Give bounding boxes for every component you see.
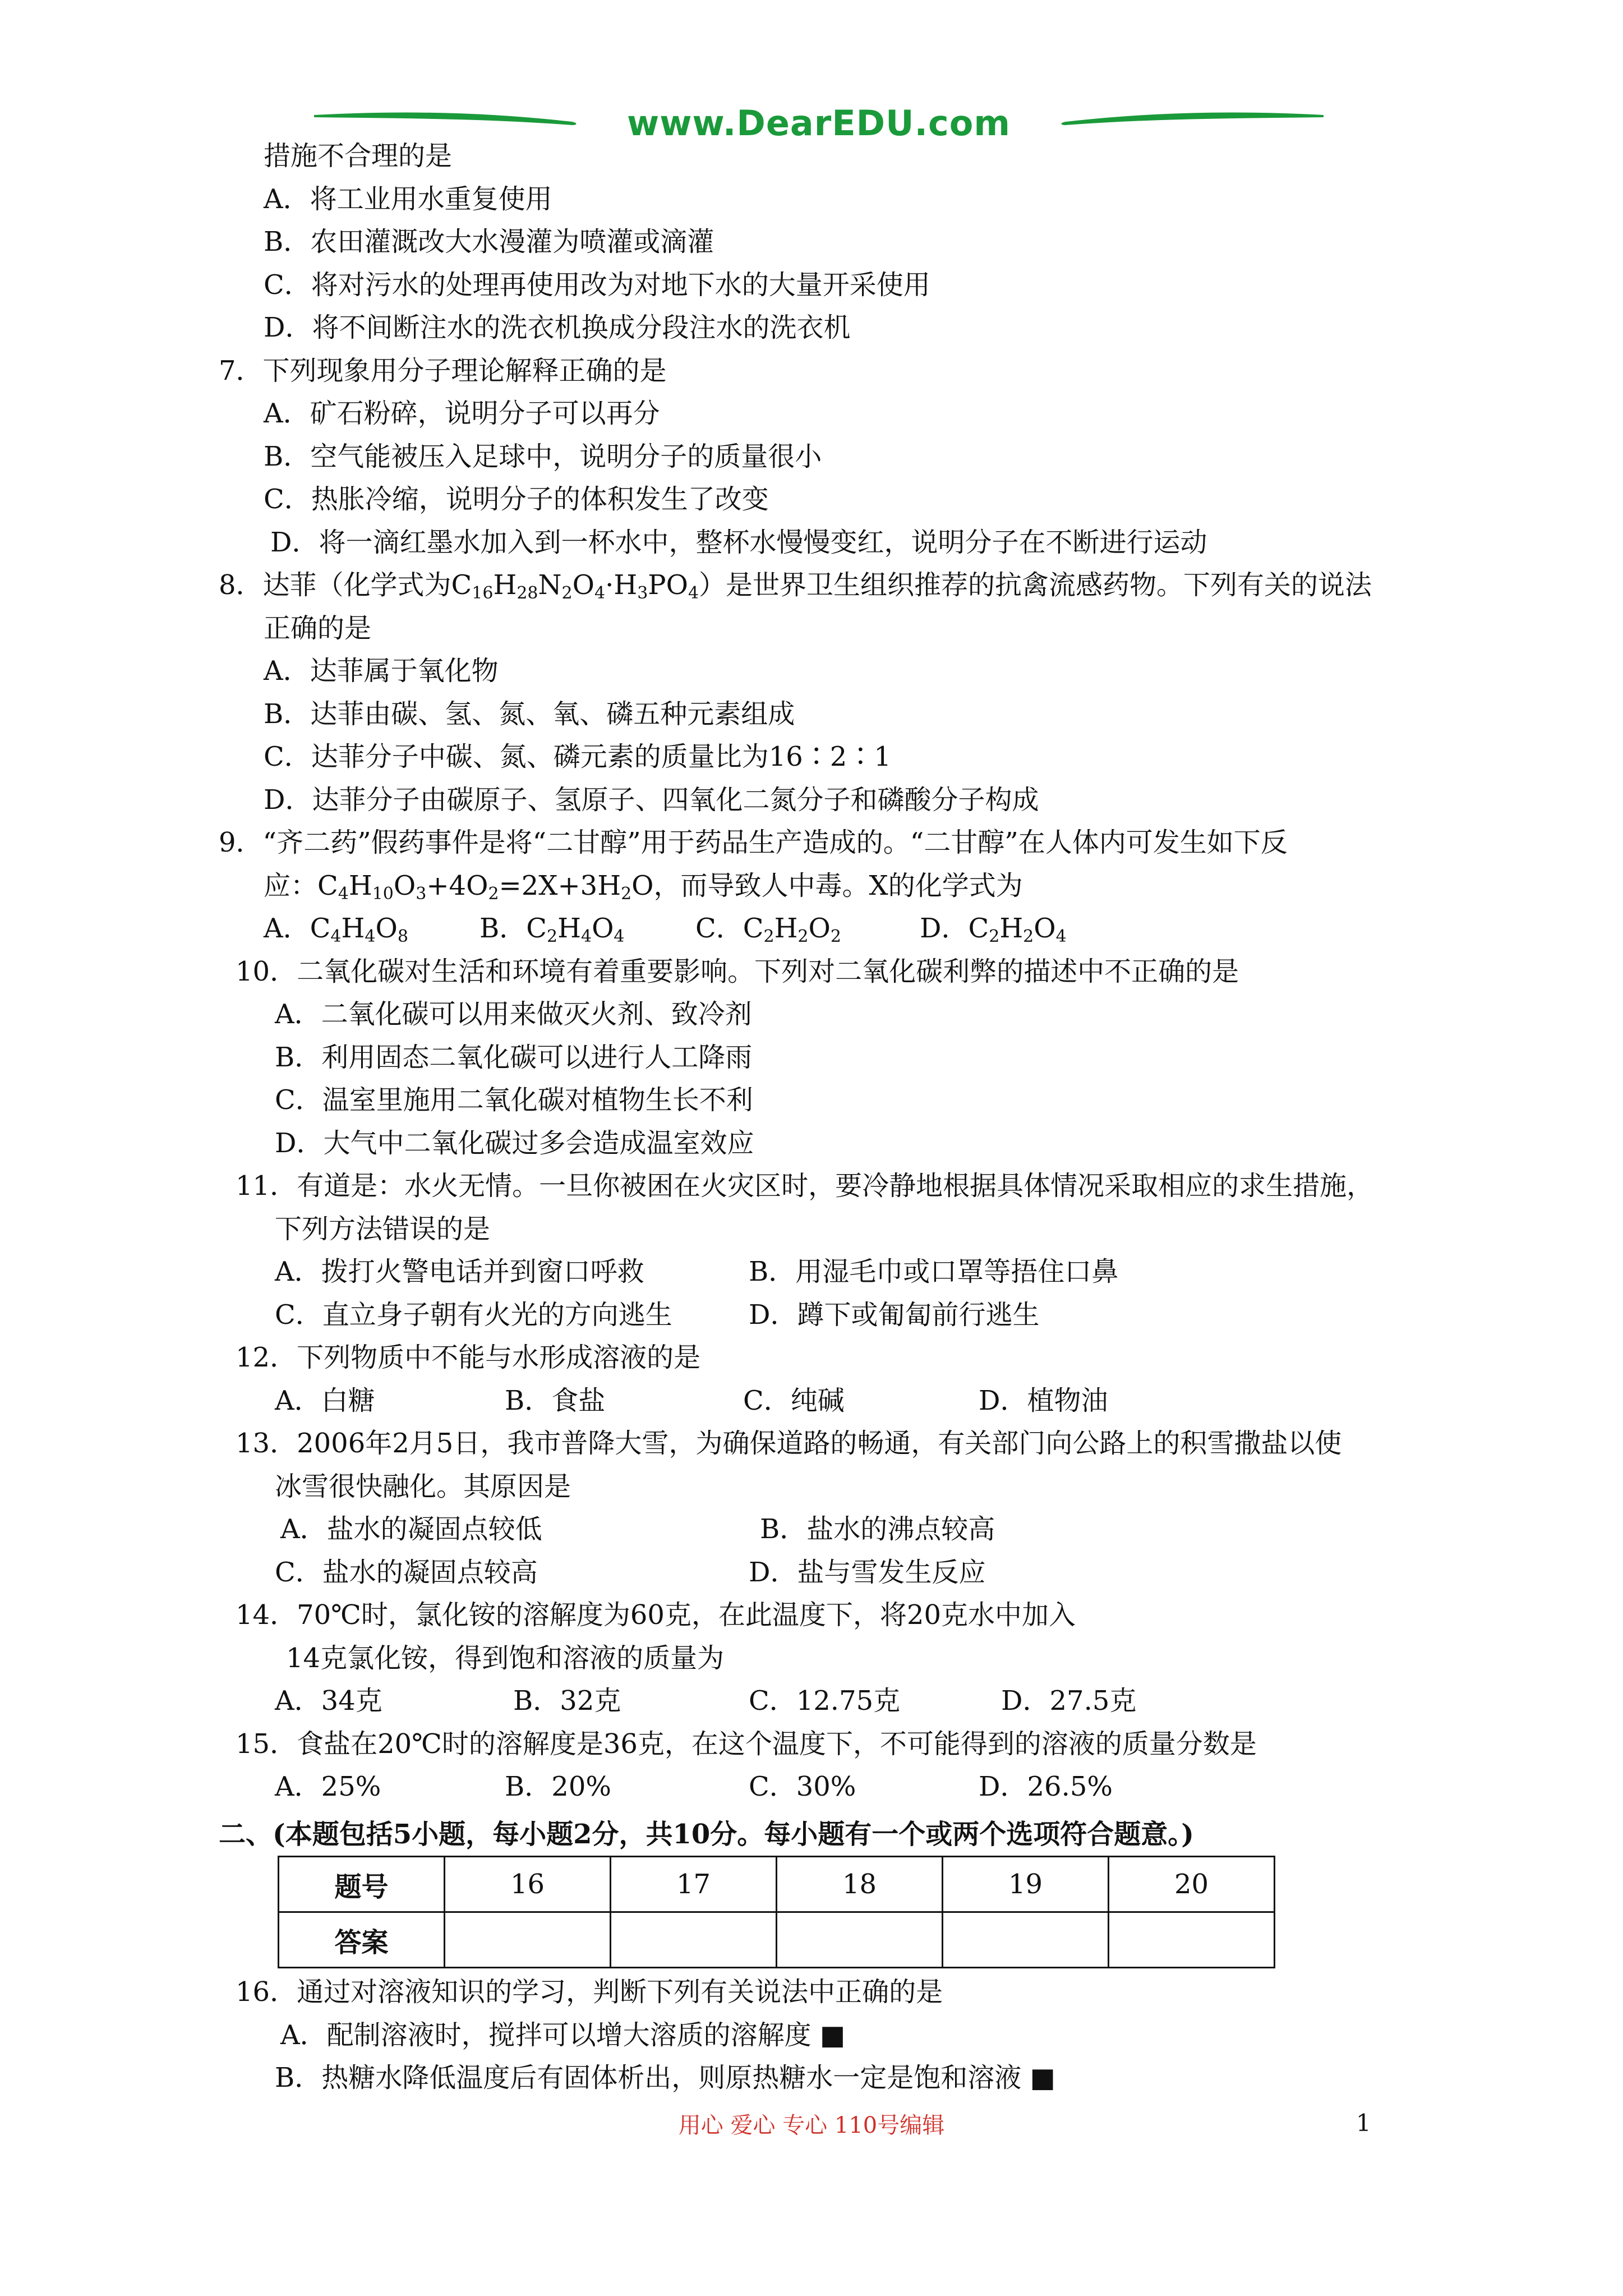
q10-option-c: C．温室里施用二氧化碳对植物生长不利 bbox=[275, 1084, 753, 1116]
answer-cell-17[interactable] bbox=[611, 1912, 777, 1968]
q16-stem: 16．通过对溶液知识的学习，判断下列有关说法中正确的是 bbox=[236, 1976, 943, 2008]
q9-equation: 应：$C_4H_{10}O_3+4O_2=2X+3H_2O$，而导致人中毒。X的化学式为 bbox=[264, 869, 1023, 904]
q13-option-c: C．盐水的凝固点较高 bbox=[275, 1556, 538, 1588]
q12-option-a: A．白糖 bbox=[275, 1384, 375, 1416]
table-cell-number-18: 18 bbox=[777, 1857, 943, 1912]
q7-option-d: D．将一滴红墨水加入到一杯水中，整杯水慢慢变红，说明分子在不断进行运动 bbox=[270, 526, 1207, 558]
q14-option-a: A．34克 bbox=[275, 1685, 382, 1717]
answer-cell-16[interactable] bbox=[445, 1912, 611, 1968]
q6-option-a: A．将工业用水重复使用 bbox=[264, 183, 552, 215]
q13-option-d: D．盐与雪发生反应 bbox=[749, 1556, 986, 1588]
q8-option-c: C．达菲分子中碳、氮、磷元素的质量比为16∶2∶1 bbox=[264, 741, 891, 772]
q11-option-d: D．蹲下或匍匐前行逃生 bbox=[749, 1299, 1040, 1331]
q15-option-b: B．20% bbox=[505, 1771, 611, 1802]
answer-cell-18[interactable] bbox=[777, 1912, 943, 1968]
q10-option-a: A．二氧化碳可以用来做灭火剂、致冷剂 bbox=[275, 999, 752, 1030]
q15-option-a: A．25% bbox=[275, 1771, 381, 1802]
answer-table-number-row bbox=[279, 1857, 1275, 1912]
page-number: 1 bbox=[1356, 2109, 1371, 2137]
q12-option-d: D．植物油 bbox=[979, 1384, 1108, 1416]
q8-stem: 8．达菲（化学式为$C_{16}H_{28}N_2O_4\cdot H_3PO_4$）是世界卫生组织推荐的抗禽流感药物。下列有关的说法 bbox=[219, 569, 1372, 603]
q15-option-c: C．30% bbox=[749, 1771, 856, 1802]
q13-stem: 13．2006年2月5日，我市普降大雪，为确保道路的畅通，有关部门向公路上的积雪撒盐以使 bbox=[236, 1428, 1342, 1459]
q16-option-a: A．配制溶液时，搅拌可以增大溶质的溶解度 ■ bbox=[280, 2019, 846, 2051]
q11-option-a: A．拨打火警电话并到窗口呼救 bbox=[275, 1256, 644, 1287]
q11-stem: 11．有道是：水火无情。一旦你被困在火灾区时，要冷静地根据具体情况采取相应的求生措施， bbox=[236, 1170, 1374, 1202]
table-cell-number-19: 19 bbox=[943, 1857, 1109, 1912]
site-logo-text: www.DearEDU.com bbox=[626, 103, 1011, 144]
q7-option-b: B．空气能被压入足球中，说明分子的质量很小 bbox=[264, 440, 822, 472]
q11-option-b: B．用湿毛巾或口罩等捂住口鼻 bbox=[749, 1256, 1119, 1287]
q12-stem: 12．下列物质中不能与水形成溶液的是 bbox=[236, 1342, 701, 1373]
exam-content bbox=[219, 135, 1430, 2100]
table-header-answer: 答案 bbox=[279, 1912, 445, 1968]
q12-options bbox=[219, 1379, 1430, 1423]
q8-option-d: D．达菲分子由碳原子、氢原子、四氧化二氮分子和磷酸分子构成 bbox=[264, 784, 1039, 816]
q12-option-b: B．食盐 bbox=[505, 1384, 606, 1416]
q11-options-row2 bbox=[219, 1294, 1430, 1337]
q7-option-a: A．矿石粉碎，说明分子可以再分 bbox=[264, 398, 660, 429]
q8-stem-line2: 正确的是 bbox=[264, 612, 372, 644]
answer-table bbox=[278, 1856, 1275, 1968]
q9-options bbox=[219, 907, 1430, 950]
q13-option-b: B．盐水的沸点较高 bbox=[760, 1513, 995, 1545]
q6-stem-tail: 措施不合理的是 bbox=[264, 140, 453, 172]
q12-option-c: C．纯碱 bbox=[743, 1384, 845, 1416]
table-cell-number-20: 20 bbox=[1109, 1857, 1275, 1912]
answer-cell-19[interactable] bbox=[943, 1912, 1109, 1968]
q10-option-d: D．大气中二氧化碳过多会造成温室效应 bbox=[275, 1127, 754, 1159]
q13-options-row1 bbox=[219, 1508, 1430, 1551]
q13-stem-line2: 冰雪很快融化。其原因是 bbox=[275, 1470, 571, 1502]
q10-option-b: B．利用固态二氧化碳可以进行人工降雨 bbox=[275, 1041, 753, 1073]
table-header-question-number: 题号 bbox=[279, 1857, 445, 1912]
q9-option-c: C．$C_2H_2O_2$ bbox=[695, 913, 841, 946]
q14-option-c: C．12.75克 bbox=[749, 1685, 901, 1717]
q13-options-row2 bbox=[219, 1551, 1430, 1594]
answer-cell-20[interactable] bbox=[1109, 1912, 1275, 1968]
q6-option-b: B．农田灌溉改大水漫灌为喷灌或滴灌 bbox=[264, 226, 714, 257]
q13-option-a: A．盐水的凝固点较低 bbox=[280, 1513, 542, 1545]
q14-stem: 14．70℃时，氯化铵的溶解度为60克，在此温度下，将20克水中加入 bbox=[236, 1599, 1076, 1631]
q14-stem-line2: 14克氯化铵，得到饱和溶液的质量为 bbox=[286, 1642, 725, 1674]
answer-table-answer-row bbox=[279, 1912, 1275, 1968]
q7-option-c: C．热胀冷缩，说明分子的体积发生了改变 bbox=[264, 484, 769, 515]
q6-option-c: C．将对污水的处理再使用改为对地下水的大量开采使用 bbox=[264, 269, 930, 301]
q10-stem: 10．二氧化碳对生活和环境有着重要影响。下列对二氧化碳利弊的描述中不正确的是 bbox=[236, 955, 1239, 987]
q15-options bbox=[219, 1765, 1430, 1809]
q16-option-b: B．热糖水降低温度后有固体析出，则原热糖水一定是饱和溶液 ■ bbox=[275, 2062, 1055, 2093]
q9-option-d: D．$C_2H_2O_4$ bbox=[920, 913, 1067, 946]
q11-stem-line2: 下列方法错误的是 bbox=[275, 1213, 491, 1245]
q8-option-b: B．达菲由碳、氢、氮、氧、磷五种元素组成 bbox=[264, 698, 795, 730]
section-2-title: 二、(本题包括5小题，每小题2分，共10分。每小题有一个或两个选项符合题意。) bbox=[219, 1818, 1195, 1850]
q11-option-c: C．直立身子朝有火光的方向逃生 bbox=[275, 1299, 672, 1331]
q7-stem: 7．下列现象用分子理论解释正确的是 bbox=[219, 355, 667, 386]
q8-option-a: A．达菲属于氧化物 bbox=[264, 655, 499, 687]
q9-option-b: B．$C_2H_4O_4$ bbox=[479, 913, 625, 946]
q11-options-row1 bbox=[219, 1250, 1430, 1294]
q15-option-d: D．26.5% bbox=[979, 1771, 1113, 1802]
q14-option-b: B．32克 bbox=[513, 1685, 621, 1717]
q14-option-d: D．27.5克 bbox=[1001, 1685, 1137, 1717]
q9-stem: 9．“齐二药”假药事件是将“二甘醇”用于药品生产造成的。“二甘醇”在人体内可发生如下反 bbox=[219, 827, 1288, 858]
q6-option-d: D．将不间断注水的洗衣机换成分段注水的洗衣机 bbox=[264, 312, 851, 343]
q15-stem: 15．食盐在20℃时的溶解度是36克，在这个温度下，不可能得到的溶液的质量分数是 bbox=[236, 1728, 1257, 1760]
q9-option-a: A．$C_4H_4O_8$ bbox=[264, 913, 408, 946]
q14-options bbox=[219, 1680, 1430, 1723]
table-cell-number-17: 17 bbox=[611, 1857, 777, 1912]
footer-text: 用心 爱心 专心 110号编辑 bbox=[678, 2113, 945, 2138]
table-cell-number-16: 16 bbox=[445, 1857, 611, 1912]
